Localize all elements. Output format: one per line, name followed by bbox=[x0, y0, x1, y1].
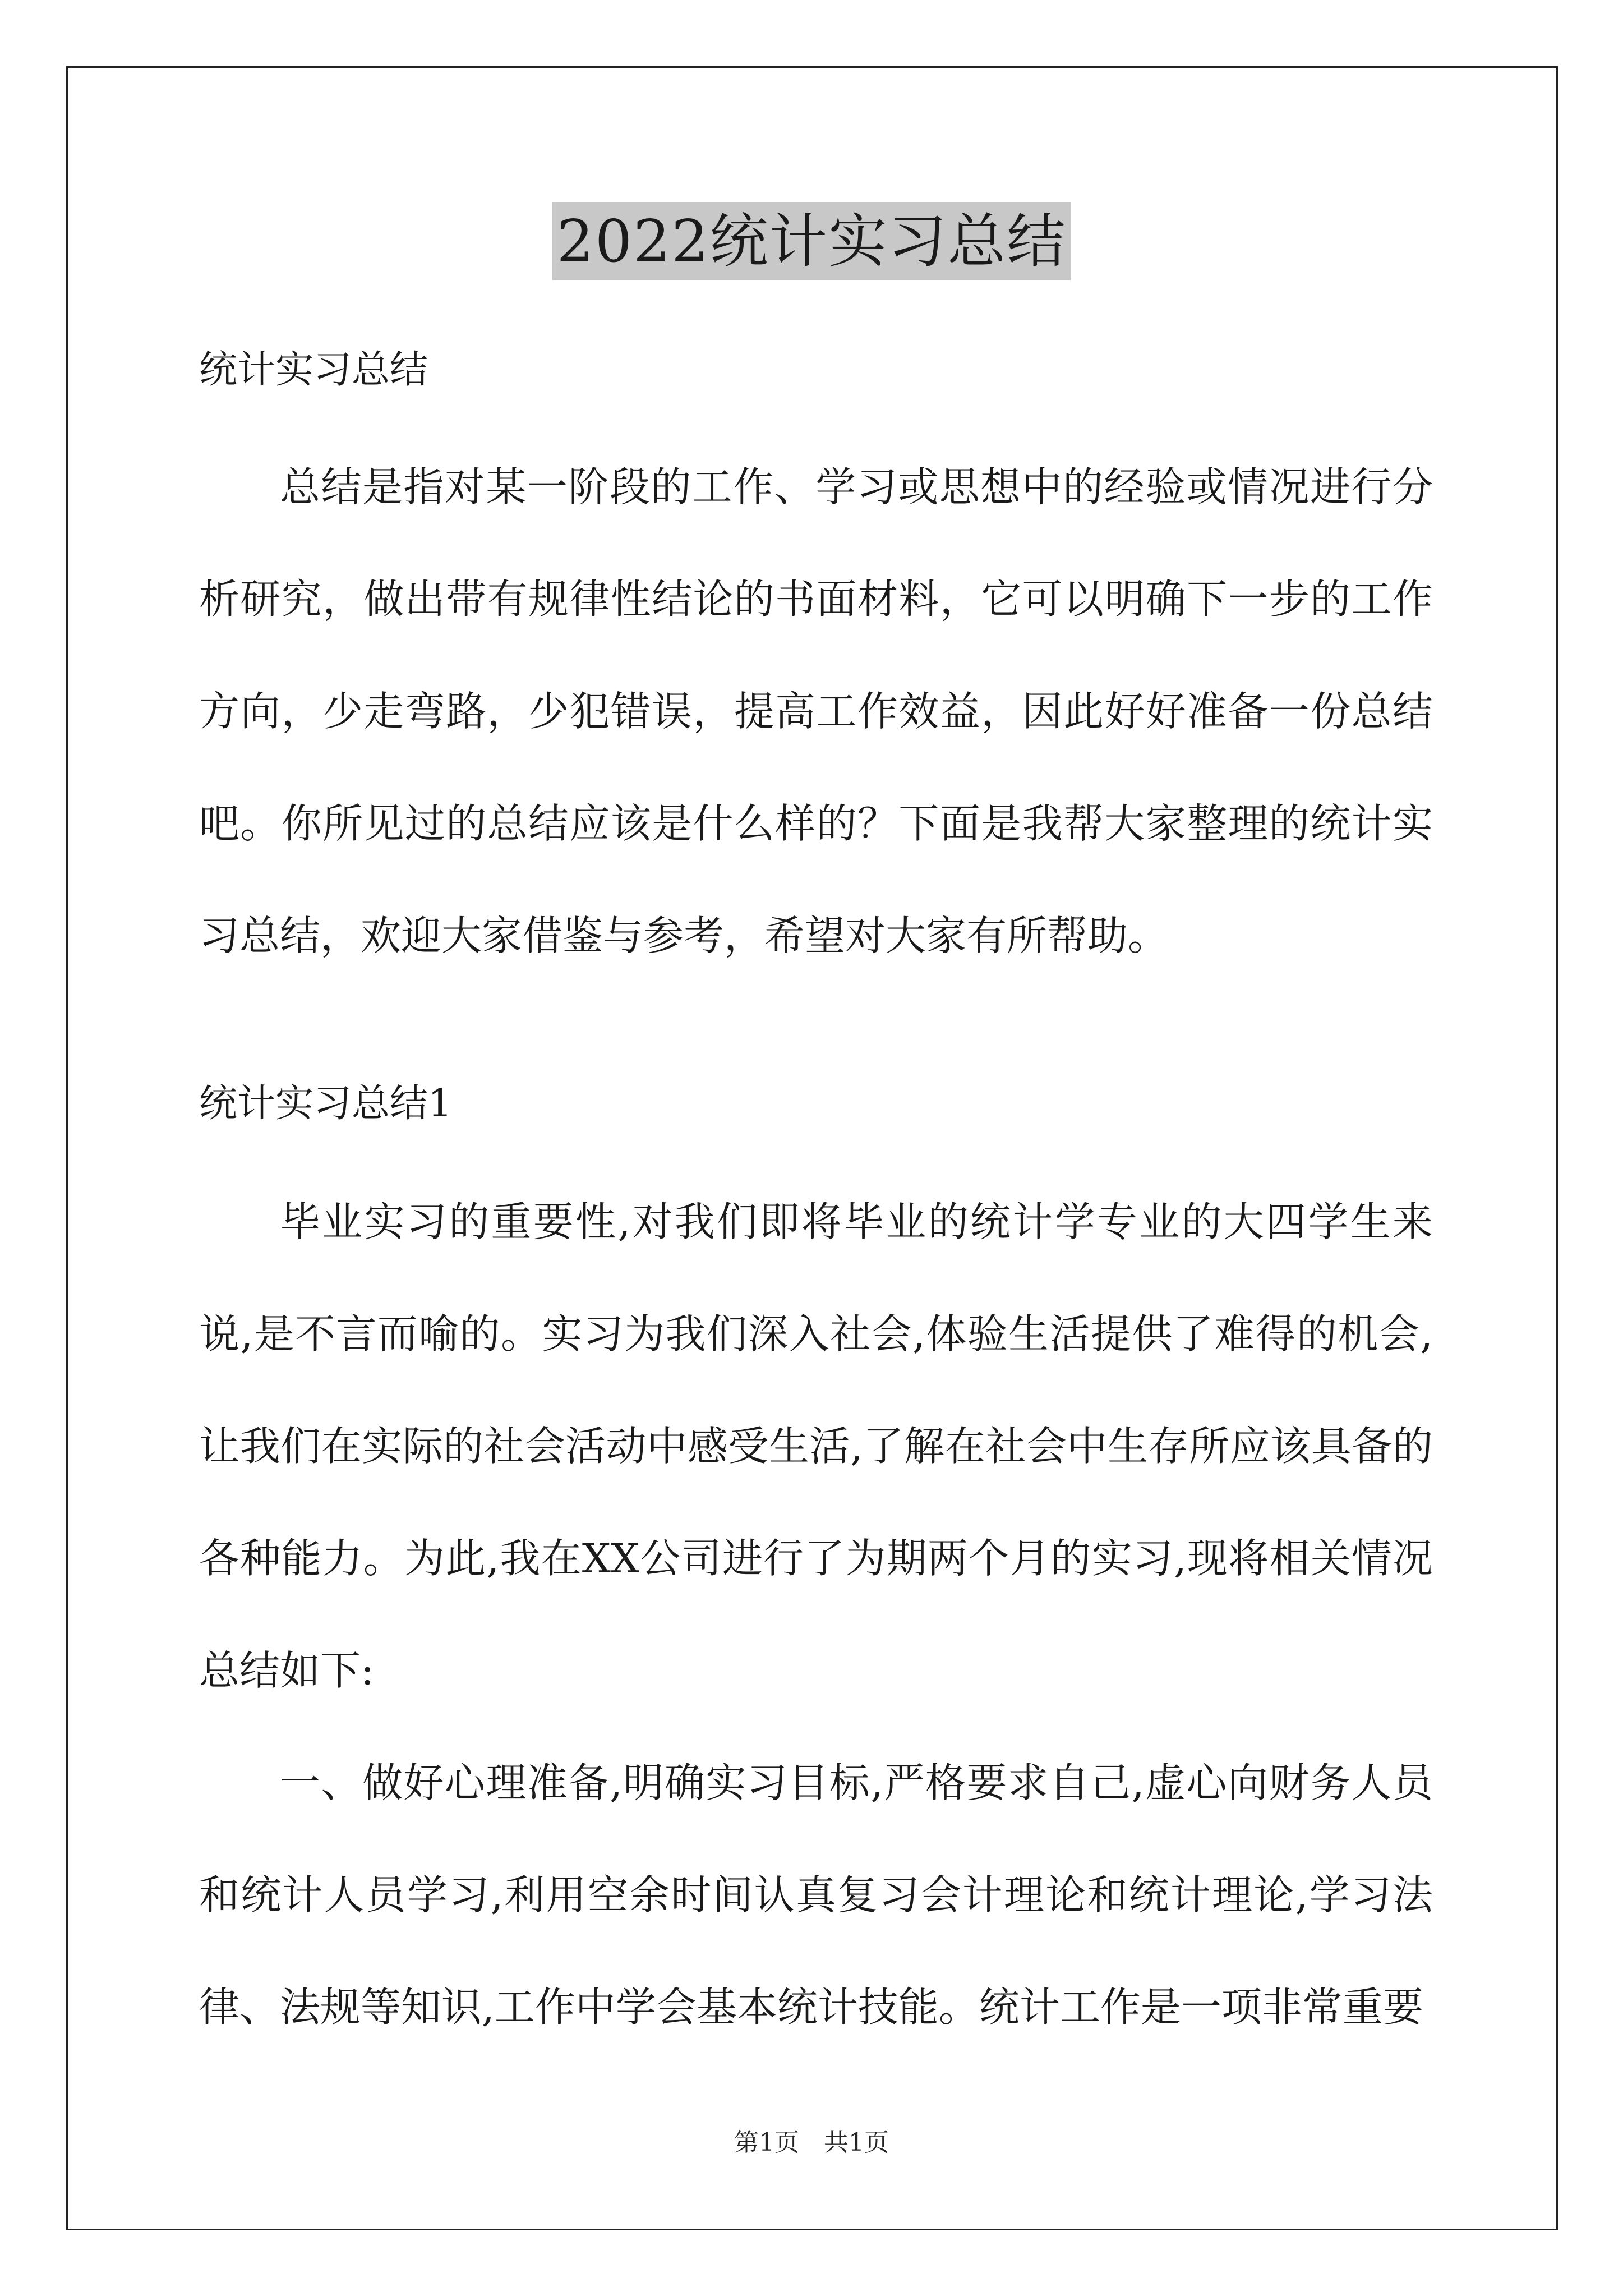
intro-heading: 统计实习总结 bbox=[199, 348, 428, 392]
document-body bbox=[199, 314, 1433, 2063]
section1-paragraph: 毕业实习的重要性,对我们即将毕业的统计学专业的大四学生来说,是不言而喻的。实习为我们深入社会,体验生活提供了难得的机会,让我们在实际的社会活动中感受生活,了解在社会中生存所应该具备的各种能力。为此,我在XX公司进行了为期两个月的实习,现将相关情况总结如下: bbox=[199, 1198, 1433, 1694]
section1-paragraph: 一、做好心理准备,明确实习目标,严格要求自己,虚心向财务人员和统计人员学习,利用空余时间认真复习会计理论和统计理论,学习法律、法规等知识,工作中学会基本统计技能。统计工作是一项非常重要 bbox=[199, 1759, 1433, 2031]
section1-heading: 统计实习总结1 bbox=[199, 1082, 453, 1126]
title-container bbox=[0, 202, 1623, 280]
document-title: 2022统计实习总结 bbox=[552, 202, 1071, 280]
page-footer: 第1页 共1页 bbox=[734, 2128, 889, 2157]
intro-paragraph: 总结是指对某一阶段的工作、学习或思想中的经验或情况进行分析研究，做出带有规律性结论的书面材料，它可以明确下一步的工作方向，少走弯路，少犯错误，提高工作效益，因此好好准备一份总结吧。你所见过的总结应该是什么样的？下面是我帮大家整理的统计实习总结，欢迎大家借鉴与参考，希望对大家有所帮助。 bbox=[199, 463, 1433, 959]
